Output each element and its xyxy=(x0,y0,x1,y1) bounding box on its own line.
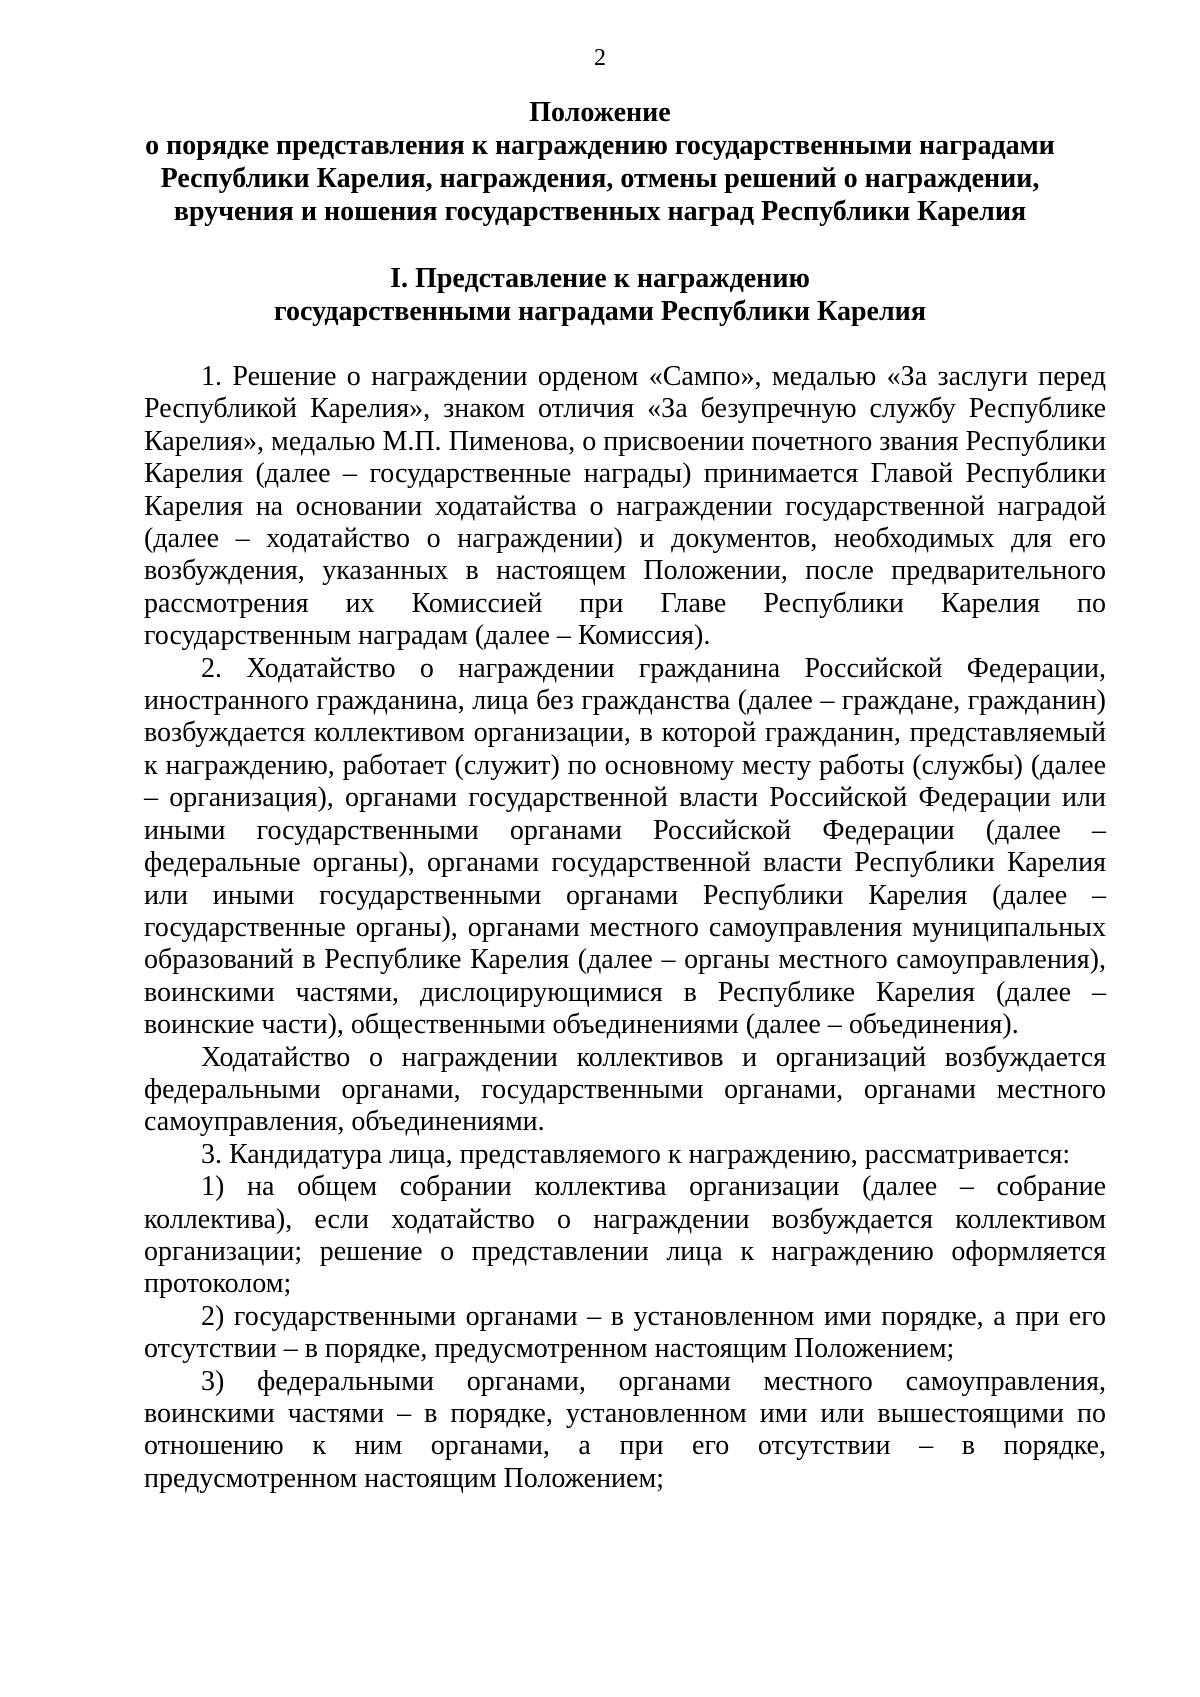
section-heading-line: I. Представление к награждению xyxy=(390,263,810,294)
title-line: Положение xyxy=(529,97,671,128)
title-line: о порядке представления к награждению государственными наградами xyxy=(145,130,1055,161)
document-title xyxy=(0,96,1200,228)
paragraph-3-item-2: 2) государственными органами – в установленном ими порядке, а при его отсутствии – в порядке, предусмотренном настоящим Положением; xyxy=(144,1300,1106,1365)
title-line: вручения и ношения государственных наград Республики Карелия xyxy=(173,196,1027,227)
page-number: 2 xyxy=(594,45,606,71)
paragraph-2-continued: Ходатайство о награждении коллективов и организаций возбуждается федеральными органами, государственными органами, органами местного самоуправления, объединениями. xyxy=(144,1041,1106,1138)
paragraph-3-item-3: 3) федеральными органами, органами местного самоуправления, воинскими частями – в порядке, установленном ими или вышестоящими по отношению к ним органами, а при его отсутствии – в порядке, предусмотренном настоящим Положением; xyxy=(144,1365,1106,1494)
body-text xyxy=(144,361,1106,1495)
paragraph-1: 1. Решение о награждении орденом «Сампо», медалью «За заслуги перед Республикой Карелия», знаком отличия «За безупречную службу Республике Карелия», медалью М.П. Пименова, о присвоении почетного звания Республики Карелия (далее – государственные награды) принимается Главой Республики Карелия на основании ходатайства о награждении государственной наградой (далее – ходатайство о награждении) и документов, необходимых для его возбуждения, указанных в настоящем Положении, после предварительного рассмотрения их Комиссией при Главе Республики Карелия по государственным наградам (далее – Комиссия). xyxy=(144,361,1106,652)
section-heading-line: государственными наградами Республики Карелия xyxy=(274,296,926,327)
title-line: Республики Карелия, награждения, отмены решений о награждении, xyxy=(160,163,1040,194)
paragraph-3-item-1: 1) на общем собрании коллектива организации (далее – собрание коллектива), если ходатайство о награждении возбуждается коллективом организации; решение о представлении лица к награждению оформляется протоколом; xyxy=(144,1171,1106,1300)
section-heading xyxy=(0,262,1200,328)
paragraph-3: 3. Кандидатура лица, представляемого к награждению, рассматривается: xyxy=(201,1138,1071,1170)
paragraph-2: 2. Ходатайство о награждении гражданина Российской Федерации, иностранного гражданина, лица без гражданства (далее – граждане, гражданин) возбуждается коллективом организации, в которой гражданин, представляемый к награждению, работает (служит) по основному месту работы (службы) (далее – организация), органами государственной власти Российской Федерации или иными государственными органами Российской Федерации (далее – федеральные органы), органами государственной власти Республики Карелия или иными государственными органами Республики Карелия (далее – государственные органы), органами местного самоуправления муниципальных образований в Республике Карелия (далее – органы местного самоуправления), воинскими частями, дислоцирующимися в Республике Карелия (далее – воинские части), общественными объединениями (далее – объединения). xyxy=(144,652,1106,1041)
